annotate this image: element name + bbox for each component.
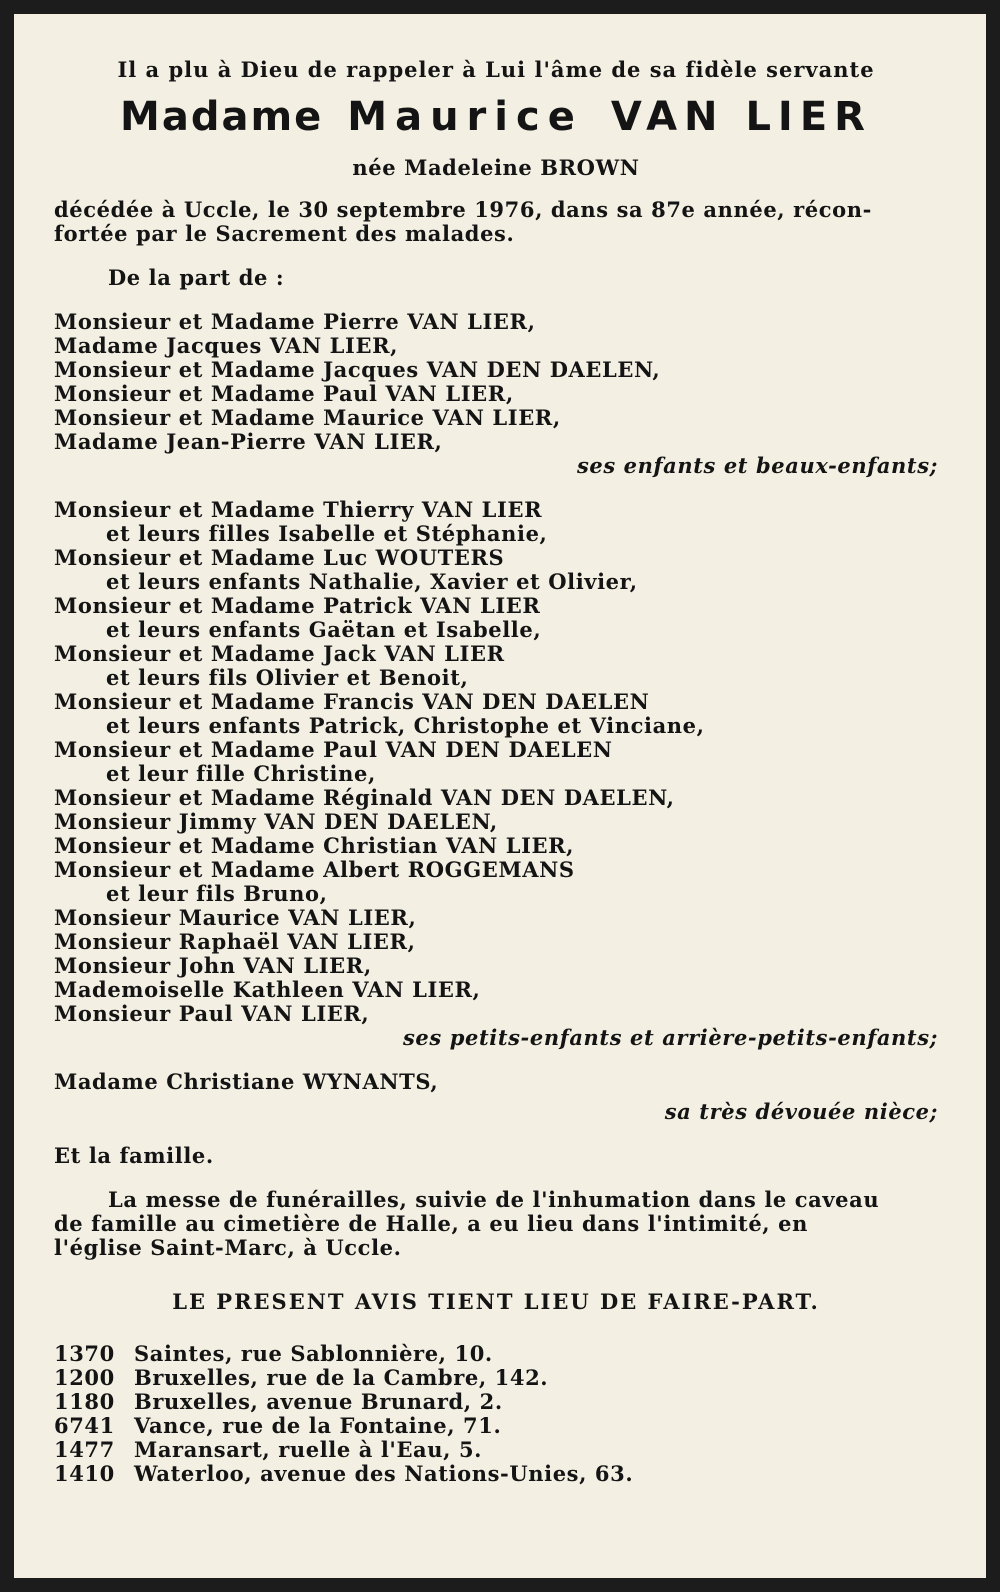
- child-entry: Monsieur et Madame Paul VAN LIER,: [54, 381, 514, 406]
- title-word-1: Madame: [120, 94, 324, 140]
- child-entry: Madame Jacques VAN LIER,: [54, 333, 399, 358]
- title-word-3: VAN LIER: [610, 94, 872, 140]
- funeral-paragraph: [54, 1188, 938, 1260]
- address-list: [54, 1342, 938, 1486]
- postal-code: 1180: [54, 1389, 115, 1414]
- children-label: ses enfants et beaux-enfants;: [576, 453, 938, 478]
- address-row: [54, 1462, 938, 1486]
- grandchildren-label: ses petits-enfants et arrière-petits-enfants;: [402, 1025, 938, 1050]
- maiden-name: née Madeleine BROWN: [352, 155, 640, 180]
- grandchild-entry: Monsieur John VAN LIER,: [54, 953, 372, 978]
- postal-code: 1200: [54, 1365, 115, 1390]
- address-text: Maransart, ruelle à l'Eau, 5.: [134, 1437, 483, 1462]
- intro-text: Il a plu à Dieu de rappeler à Lui l'âme de sa fidèle servante: [117, 57, 875, 82]
- grandchild-entry: Monsieur Maurice VAN LIER,: [54, 905, 417, 930]
- address-row: [54, 1438, 938, 1462]
- grandchild-entry: Monsieur et Madame Jack VAN LIER: [54, 641, 505, 666]
- child-entry: Monsieur et Madame Maurice VAN LIER,: [54, 405, 561, 430]
- grandchild-entry: Monsieur et Madame Luc WOUTERS: [54, 545, 505, 570]
- address-text: Vance, rue de la Fontaine, 71.: [134, 1413, 502, 1438]
- grandchild-subline: et leurs enfants Nathalie, Xavier et Olivier,: [106, 569, 638, 594]
- child-entry: Madame Jean-Pierre VAN LIER,: [54, 429, 443, 454]
- grandchild-entry: Monsieur Jimmy VAN DEN DAELEN,: [54, 809, 498, 834]
- family-line: Et la famille.: [54, 1143, 214, 1168]
- grandchild-entry: Monsieur Raphaël VAN LIER,: [54, 929, 416, 954]
- postal-code: 1410: [54, 1461, 115, 1486]
- address-text: Bruxelles, rue de la Cambre, 142.: [134, 1365, 549, 1390]
- deceased-name: [54, 92, 938, 142]
- children-list: [54, 310, 938, 454]
- postal-code: 1370: [54, 1341, 115, 1366]
- grandchild-subline: et leurs filles Isabelle et Stéphanie,: [106, 521, 548, 546]
- address-text: Saintes, rue Sablonnière, 10.: [134, 1341, 493, 1366]
- address-row: [54, 1342, 938, 1366]
- grandchild-entry: Monsieur et Madame Albert ROGGEMANS: [54, 857, 575, 882]
- address-row: [54, 1390, 938, 1414]
- grandchildren-list: [54, 498, 938, 1026]
- address-row: [54, 1366, 938, 1390]
- grandchild-entry: Monsieur et Madame Patrick VAN LIER: [54, 593, 541, 618]
- grandchild-entry: Monsieur et Madame Paul VAN DEN DAELEN: [54, 737, 613, 762]
- grandchild-entry: Monsieur et Madame Réginald VAN DEN DAELEN,: [54, 785, 675, 810]
- grandchild-subline: et leur fils Bruno,: [106, 881, 328, 906]
- postal-code: 1477: [54, 1437, 115, 1462]
- death-line-1: décédée à Uccle, le 30 septembre 1976, dans sa 87e année, récon-: [54, 197, 872, 222]
- notice-line: LE PRESENT AVIS TIENT LIEU DE FAIRE-PART.: [172, 1289, 820, 1314]
- grandchild-entry: Monsieur Paul VAN LIER,: [54, 1001, 370, 1026]
- title-word-2: Maurice: [347, 94, 583, 140]
- child-entry: Monsieur et Madame Pierre VAN LIER,: [54, 309, 536, 334]
- death-details: [54, 198, 938, 246]
- death-notice: [28, 28, 972, 1564]
- address-text: Bruxelles, avenue Brunard, 2.: [134, 1389, 503, 1414]
- postal-code: 6741: [54, 1413, 115, 1438]
- death-line-2: fortée par le Sacrement des malades.: [54, 221, 515, 246]
- grandchild-entry: Monsieur et Madame Thierry VAN LIER: [54, 497, 543, 522]
- de-la-part-heading: De la part de :: [108, 265, 285, 290]
- grandchild-entry: Mademoiselle Kathleen VAN LIER,: [54, 977, 481, 1002]
- child-entry: Monsieur et Madame Jacques VAN DEN DAELEN,: [54, 357, 661, 382]
- grandchild-subline: et leurs fils Olivier et Benoit,: [106, 665, 469, 690]
- niece-name: Madame Christiane WYNANTS,: [54, 1069, 439, 1094]
- funeral-line-3: l'église Saint-Marc, à Uccle.: [54, 1235, 402, 1260]
- funeral-line-1: La messe de funérailles, suivie de l'inhumation dans le caveau: [108, 1187, 880, 1212]
- address-row: [54, 1414, 938, 1438]
- grandchild-entry: Monsieur et Madame Francis VAN DEN DAELEN: [54, 689, 650, 714]
- grandchild-entry: Monsieur et Madame Christian VAN LIER,: [54, 833, 575, 858]
- niece-label: sa très dévouée nièce;: [664, 1099, 938, 1124]
- address-text: Waterloo, avenue des Nations-Unies, 63.: [134, 1461, 634, 1486]
- grandchild-subline: et leurs enfants Patrick, Christophe et Vinciane,: [106, 713, 705, 738]
- grandchild-subline: et leurs enfants Gaëtan et Isabelle,: [106, 617, 542, 642]
- funeral-line-2: de famille au cimetière de Halle, a eu lieu dans l'intimité, en: [54, 1211, 808, 1236]
- grandchild-subline: et leur fille Christine,: [106, 761, 376, 786]
